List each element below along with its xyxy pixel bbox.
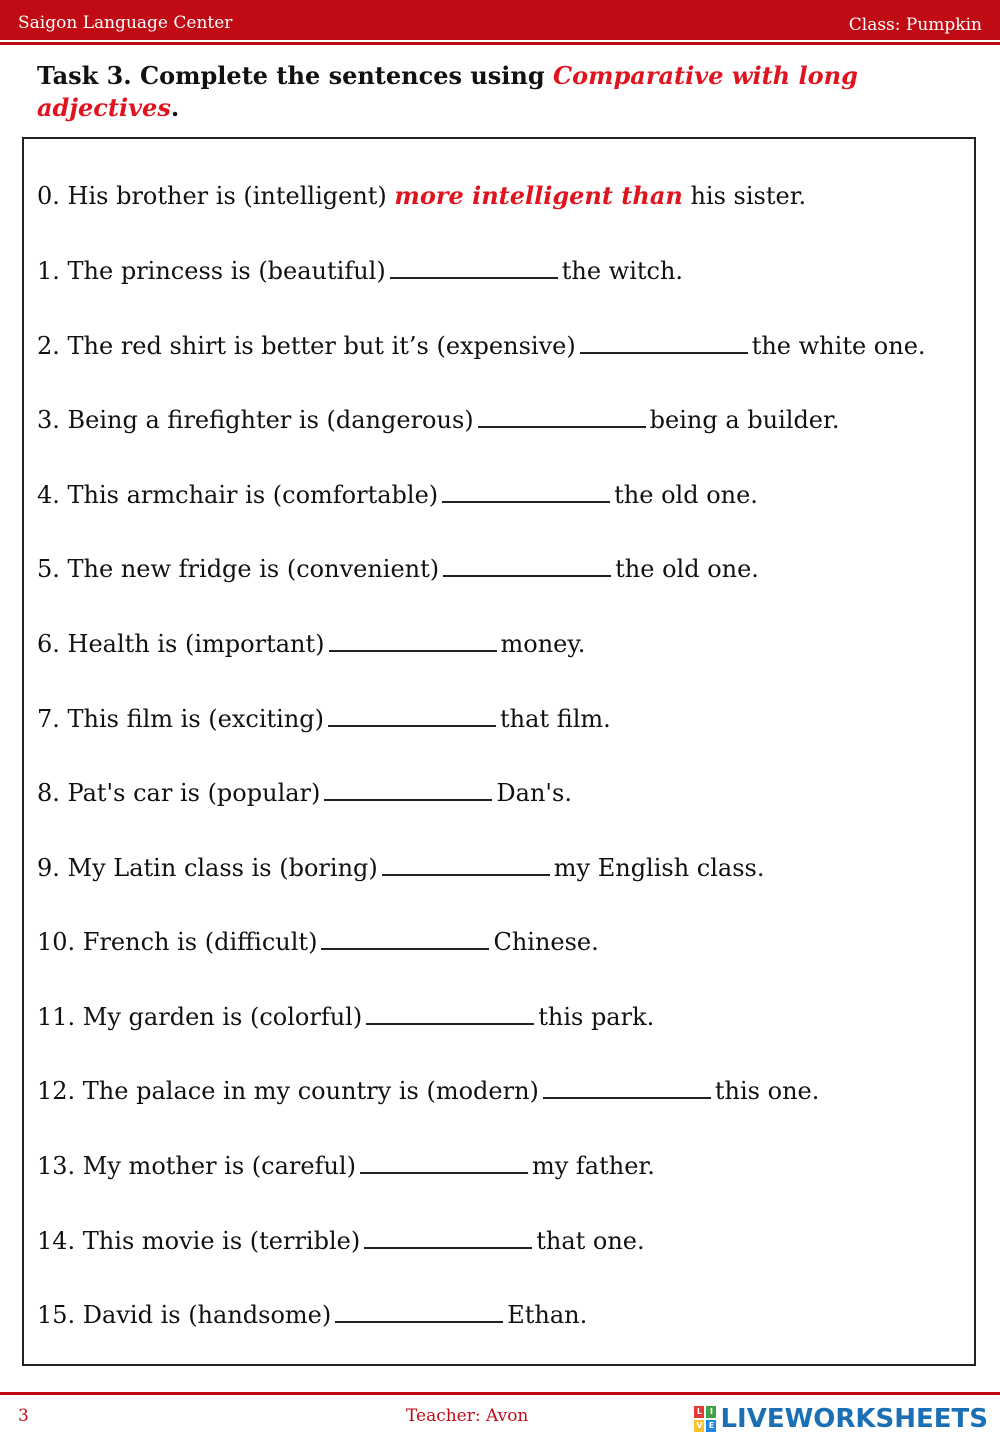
item-ending: that one. <box>536 1227 645 1255</box>
item-prompt: 1. The princess is (beautiful) <box>37 257 386 285</box>
item-prompt: 2. The red shirt is better but it’s (expensive) <box>37 332 576 360</box>
task-prefix: Task 3. Complete the sentences using <box>37 61 554 90</box>
item-ending: being a builder. <box>649 406 840 434</box>
answer-blank[interactable] <box>390 255 558 279</box>
footer-divider <box>0 1392 1000 1395</box>
exercise-item <box>37 255 683 285</box>
exercise-item <box>37 404 839 434</box>
item-ending: the old one. <box>614 481 758 509</box>
exercise-item <box>37 553 759 583</box>
answer-blank[interactable] <box>329 628 497 652</box>
item-ending: Chinese. <box>493 928 599 956</box>
answer-blank[interactable] <box>364 1225 532 1249</box>
item-prompt: 12. The palace in my country is (modern) <box>37 1077 539 1105</box>
answer-blank[interactable] <box>443 553 611 577</box>
page-number: 3 <box>18 1406 29 1426</box>
exercise-item <box>37 1299 587 1329</box>
item-ending: my English class. <box>553 854 765 882</box>
exercise-item <box>37 1001 654 1031</box>
item-prompt: 6. Health is (important) <box>37 630 325 658</box>
answer-blank[interactable] <box>543 1075 711 1099</box>
item-prompt: 7. This film is (exciting) <box>37 705 325 733</box>
logo-letter: E <box>706 1420 716 1432</box>
class-label: Class: Pumpkin <box>848 15 982 35</box>
task-suffix: . <box>170 93 180 122</box>
item-ending: the old one. <box>615 555 759 583</box>
task-instruction <box>37 60 937 124</box>
task-highlight: Comparative with long adjectives <box>37 61 858 122</box>
item-prompt: 9. My Latin class is (boring) <box>37 854 378 882</box>
logo-letter: L <box>694 1406 704 1418</box>
item-ending: the white one. <box>751 332 926 360</box>
exercise-item <box>37 1150 655 1180</box>
answer-blank[interactable] <box>328 703 496 727</box>
item-ending: Ethan. <box>507 1301 588 1329</box>
answer-blank[interactable] <box>382 852 550 876</box>
item-prompt: 13. My mother is (careful) <box>37 1152 356 1180</box>
example-answer: more intelligent than <box>394 181 683 210</box>
item-prompt: 3. Being a firefighter is (dangerous) <box>37 406 474 434</box>
logo-letter: V <box>696 1421 703 1430</box>
answer-blank[interactable] <box>324 777 492 801</box>
answer-blank[interactable] <box>580 330 748 354</box>
header-bar <box>0 0 1000 40</box>
item-prompt: 11. My garden is (colorful) <box>37 1003 363 1031</box>
answer-blank[interactable] <box>478 404 646 428</box>
item-ending: this park. <box>538 1003 655 1031</box>
exercise-item <box>37 926 599 956</box>
example-after: his sister. <box>682 182 807 210</box>
item-ending: that film. <box>500 705 611 733</box>
exercise-item <box>37 852 765 882</box>
item-ending: this one. <box>714 1077 820 1105</box>
example-before: 0. His brother is (intelligent) <box>37 182 395 210</box>
exercise-item <box>37 628 585 658</box>
exercise-item <box>37 330 926 360</box>
answer-blank[interactable] <box>335 1299 503 1323</box>
answer-blank[interactable] <box>321 926 489 950</box>
teacher-name: Teacher: Avon <box>406 1406 529 1426</box>
item-ending: the witch. <box>561 257 684 285</box>
exercise-item <box>37 703 611 733</box>
exercise-box <box>22 137 976 1366</box>
item-prompt: 14. This movie is (terrible) <box>37 1227 361 1255</box>
item-prompt: 4. This armchair is (comfortable) <box>37 481 439 509</box>
item-prompt: 5. The new fridge is (convenient) <box>37 555 440 583</box>
exercise-item <box>37 1075 819 1105</box>
item-ending: Dan's. <box>496 779 572 807</box>
center-name: Saigon Language Center <box>18 13 233 33</box>
item-ending: my father. <box>531 1152 655 1180</box>
brand-name: LIVEWORKSHEETS <box>720 1404 988 1434</box>
answer-blank[interactable] <box>366 1001 534 1025</box>
example-item <box>37 181 806 210</box>
logo-letter: I <box>706 1406 716 1418</box>
liveworksheets-brand[interactable] <box>694 1402 988 1436</box>
exercise-item <box>37 777 572 807</box>
answer-blank[interactable] <box>360 1150 528 1174</box>
item-prompt: 8. Pat's car is (popular) <box>37 779 321 807</box>
exercise-item <box>37 1225 645 1255</box>
exercise-item <box>37 479 758 509</box>
item-ending: money. <box>500 630 586 658</box>
answer-blank[interactable] <box>442 479 610 503</box>
item-prompt: 10. French is (difficult) <box>37 928 318 956</box>
liveworksheets-logo-icon <box>694 1406 716 1432</box>
header-divider <box>0 42 1000 45</box>
item-prompt: 15. David is (handsome) <box>37 1301 332 1329</box>
